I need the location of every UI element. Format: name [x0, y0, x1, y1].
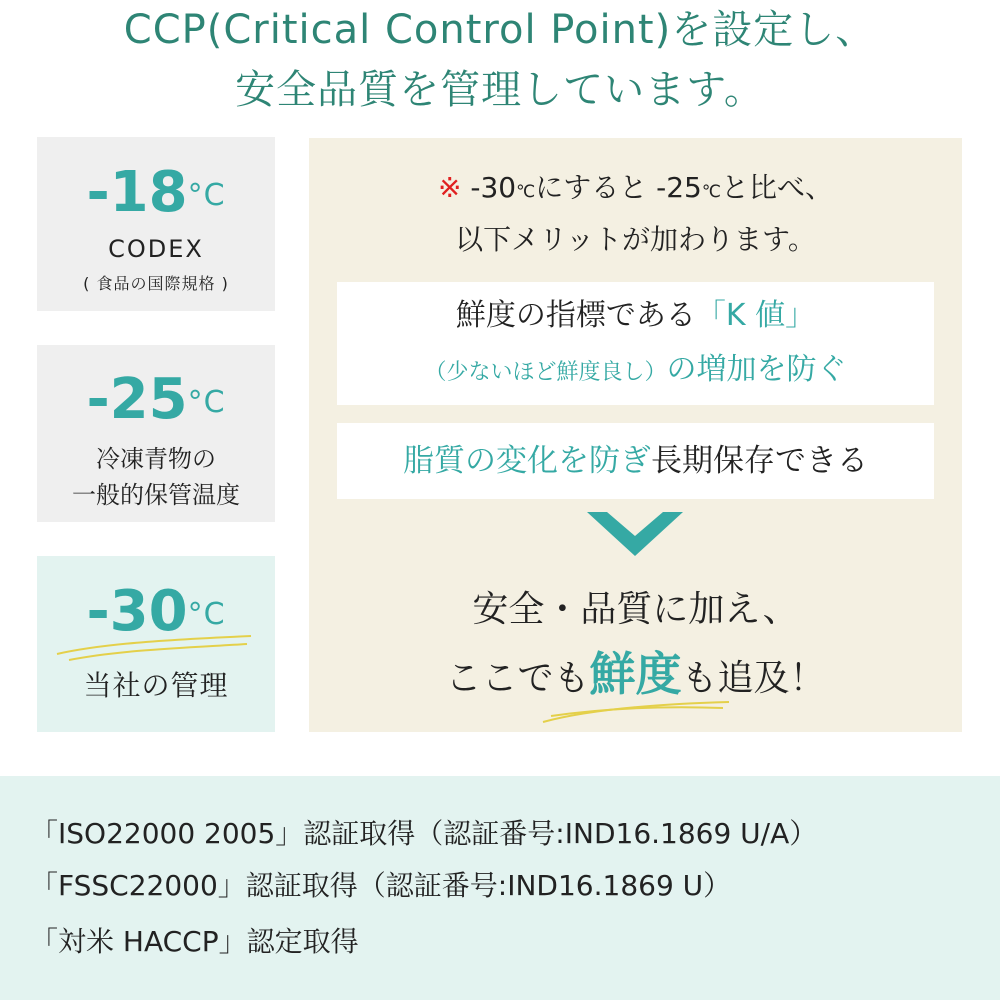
comparison-note-line-2: 以下メリットが加わります。 [455, 223, 816, 256]
temp-value: -25°C [86, 367, 226, 432]
temp-label-line-1: 冷凍青物の [96, 445, 216, 473]
underline-scribble-icon [51, 626, 261, 666]
temp-card-general [37, 345, 275, 522]
underline-scribble-icon [537, 694, 737, 728]
benefit-lipid: 脂質の変化を防ぎ長期保存できる [337, 423, 934, 499]
comparison-note: ※ -30℃にすると -25℃と比べ、 [438, 171, 833, 204]
certification-item: 「ISO22000 2005」認証取得（認証番号:IND16.1869 U/A） [30, 817, 818, 850]
certification-item: 「対米 HACCP」認定取得 [30, 925, 359, 958]
note-mark: ※ [438, 171, 462, 204]
benefit-k-line-1: 鮮度の指標である「K 値」 [455, 298, 816, 333]
certification-footer [0, 776, 1000, 1000]
chevron-down-icon [587, 512, 683, 556]
temp-note: ( 食品の国際規格 ) [83, 274, 229, 293]
result-line-2: ここでも鮮度も追及！ [445, 647, 826, 701]
temp-label: CODEX [108, 235, 204, 263]
temp-label-line-2: 一般的保管温度 [72, 481, 240, 509]
temp-value: -18°C [86, 160, 226, 225]
temp-card-company [37, 556, 275, 732]
temp-label: 当社の管理 [83, 669, 229, 702]
result-line-1: 安全・品質に加え、 [472, 589, 799, 630]
title-line-2: 安全品質を管理しています。 [235, 67, 765, 113]
temp-value: -30°C [86, 579, 226, 644]
benefit-panel [309, 138, 962, 732]
benefit-k-line-2: （少ないほど鮮度良し）の増加を防ぐ [424, 352, 847, 387]
temp-card-codex [37, 137, 275, 311]
title-line-1: CCP(Critical Control Point)を設定し、 [123, 7, 877, 53]
certification-item: 「FSSC22000」認証取得（認証番号:IND16.1869 U） [30, 869, 732, 902]
benefit-k-value [337, 282, 934, 405]
